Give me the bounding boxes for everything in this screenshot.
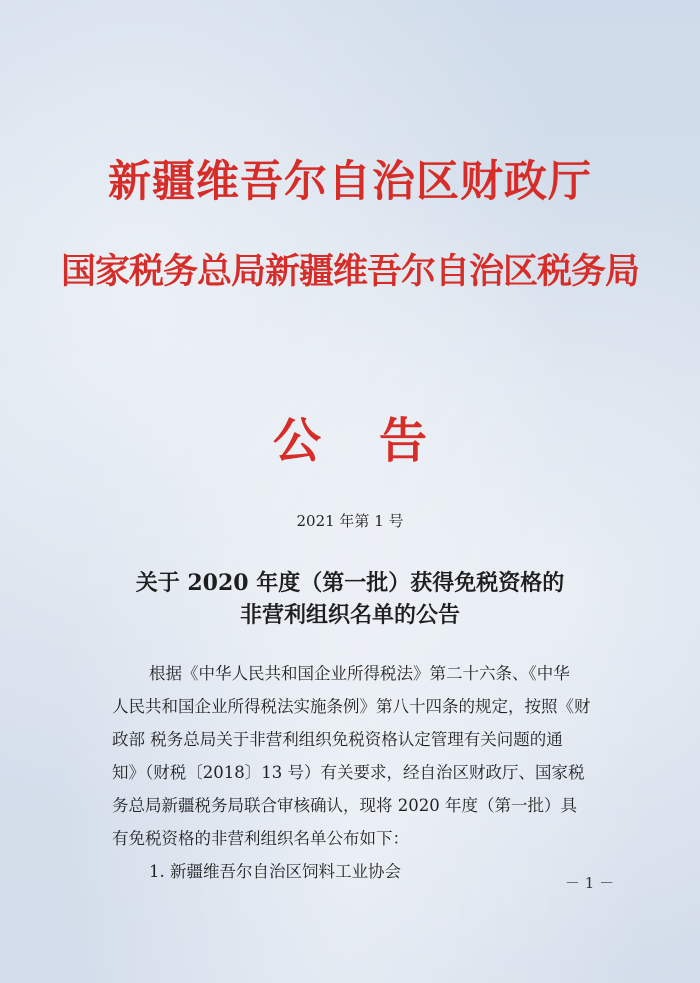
issuer-tax-bureau: 国家税务总局新疆维吾尔自治区税务局 <box>60 251 639 292</box>
subject-line-1: 关于 2020 年度（第一批）获得免税资格的 <box>135 570 565 596</box>
notice-title: 公告 <box>272 413 485 469</box>
document-number: 2021 年第 1 号 <box>296 512 404 530</box>
body-paragraph-line: 根据《中华人民共和国企业所得税法》第二十六条、《中华 <box>149 664 570 683</box>
body-paragraph-line: 有免税资格的非营利组织名单公布如下： <box>112 829 409 848</box>
body-paragraph-line: 知》（财税〔2018〕13 号）有关要求，经自治区财政厅、国家税 <box>112 763 585 782</box>
issuer-finance-department: 新疆维吾尔自治区财政厅 <box>108 157 592 207</box>
subject-line-2: 非营利组织名单的公告 <box>239 602 460 628</box>
body-paragraph-line: 政部 税务总局关于非营利组织免税资格认定管理有关问题的通 <box>112 730 563 749</box>
page-number: － 1 － <box>565 874 615 892</box>
list-item: 1. 新疆维吾尔自治区饲料工业协会 <box>149 862 401 881</box>
body-paragraph-line: 务总局新疆税务局联合审核确认，现将 2020 年度（第一批）具 <box>112 796 577 815</box>
body-paragraph-line: 人民共和国企业所得税法实施条例》第八十四条的规定，按照《财 <box>112 697 591 716</box>
